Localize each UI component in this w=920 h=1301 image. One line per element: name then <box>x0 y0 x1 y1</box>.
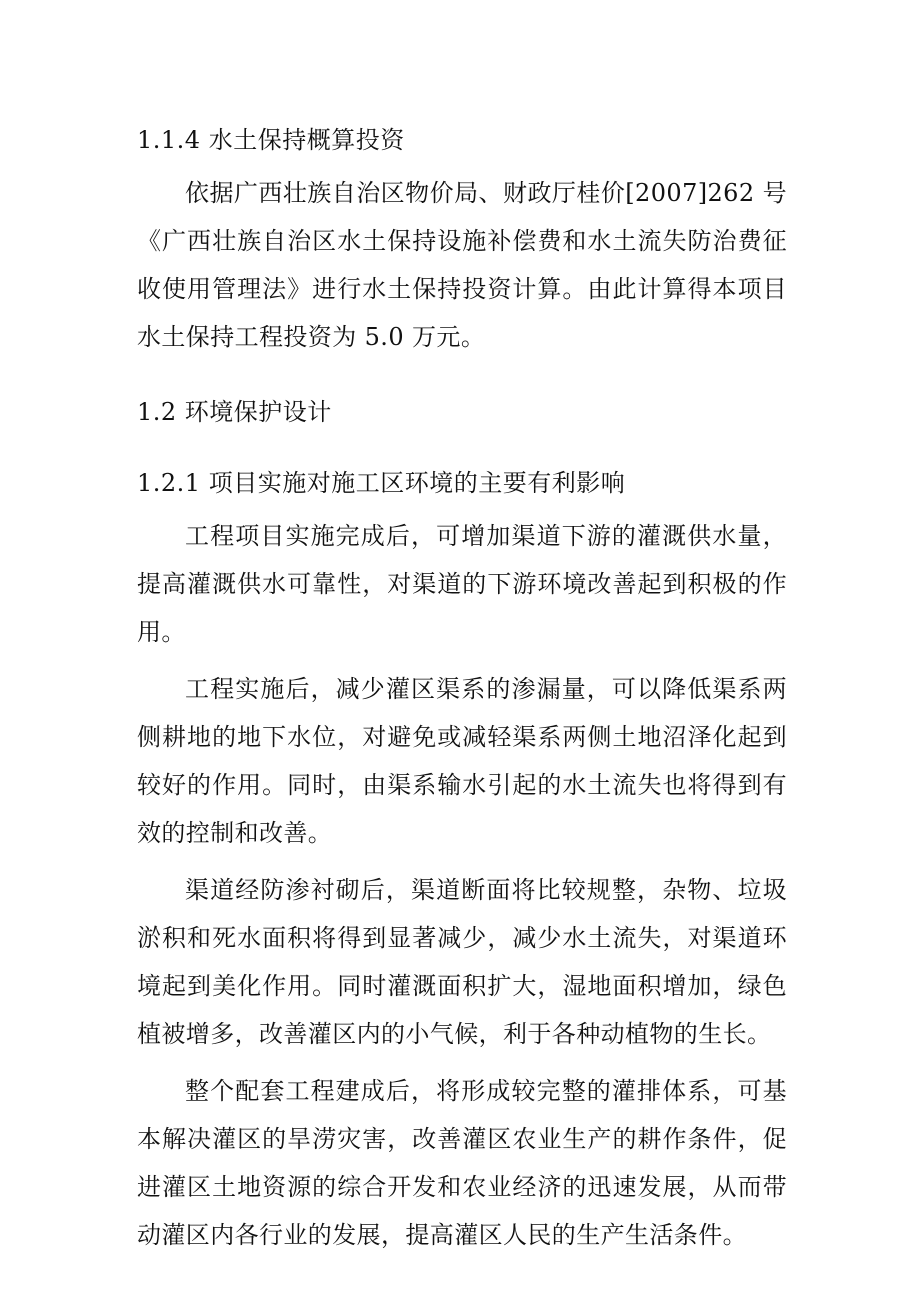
paragraph-seepage-reduction: 工程实施后，减少灌区渠系的渗漏量，可以降低渠系两侧耕地的地下水位，对避免或减轻渠系两侧土地沼泽化起到较好的作用。同时，由渠系输水引起的水土流失也将得到有效的控制和改善。 <box>137 675 787 847</box>
paragraph-channel-lining: 渠道经防渗衬砌后，渠道断面将比较规整，杂物、垃圾淤积和死水面积将得到显著减少，减少水土流失，对渠道环境起到美化作用。同时灌溉面积扩大，湿地面积增加，绿色植被增多，改善灌区内的小气候，利于各种动植物的生长。 <box>137 876 787 1048</box>
section-heading-1-1-4: 1.1.4 水土保持概算投资 <box>137 126 405 154</box>
paragraph-overall-benefits: 整个配套工程建成后，将形成较完整的灌排体系，可基本解决灌区的旱涝灾害，改善灌区农业生产的耕作条件，促进灌区土地资源的综合开发和农业经济的迅速发展，从而带动灌区内各行业的发展，提高灌区人民的生产生活条件。 <box>137 1077 787 1249</box>
paragraph-investment-basis: 依据广西壮族自治区物价局、财政厅桂价[2007]262 号《广西壮族自治区水土保持设施补偿费和水土流失防治费征收使用管理法》进行水土保持投资计算。由此计算得本项目水土保持工程投资为 5.0 万元。 <box>137 179 787 351</box>
document-body <box>137 120 787 1268</box>
paragraph-irrigation-supply: 工程项目实施完成后，可增加渠道下游的灌溉供水量，提高灌溉供水可靠性，对渠道的下游环境改善起到积极的作用。 <box>137 522 787 646</box>
section-heading-1-2: 1.2 环境保护设计 <box>137 398 332 426</box>
section-heading-1-2-1: 1.2.1 项目实施对施工区环境的主要有利影响 <box>137 469 626 497</box>
